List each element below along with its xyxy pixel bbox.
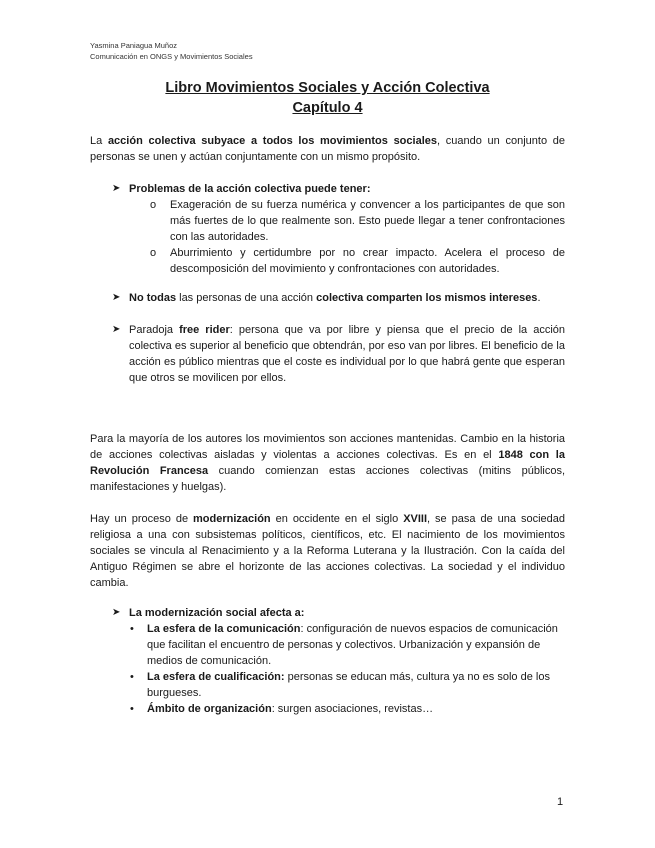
problem-item: o Aburrimiento y certidumbre por no crear impacto. Acelera el proceso de descomposición del movimiento y confrontaciones con autoridades. (150, 247, 565, 275)
intro-paragraph: La acción colectiva subyace a todos los movimientos sociales, cuando un conjunto de personas se unen y actúan conjuntamente con un mismo propósito. (90, 135, 565, 163)
problems-heading: ➤ Problemas de la acción colectiva puede tener: (112, 183, 371, 195)
arrow-bullet-icon: ➤ (112, 324, 121, 335)
bullet-dot-icon: • (130, 623, 134, 635)
title-line-1: Libro Movimientos Sociales y Acción Colectiva (165, 80, 490, 96)
modernization-item: • La esfera de la comunicación: configuración de nuevos espacios de comunicación que facilitan el encuentro de personas y colectivos. Urbanización y expansión de medios de comunicación. (130, 623, 558, 667)
free-rider-point: ➤ Paradoja free rider: persona que va por libre y piensa que el precio de la acción colectiva es superior al beneficio que obtendrán, por eso van por libres. El beneficio de la acción es público mientras que el coste es individual por lo que habrá gente que esperan que otros se movilicen por ellos. (112, 324, 566, 384)
modernization-section (90, 605, 565, 717)
problem-item: o Exageración de su fuerza numérica y convencer a los participantes de que son más fuertes de lo que realmente son. Esto puede llegar a tener confrontaciones con las autoridades. (150, 199, 565, 243)
problems-section (90, 181, 565, 277)
title-line-2: Capítulo 4 (292, 100, 363, 116)
document-title (0, 78, 655, 118)
page-header (90, 40, 253, 62)
circle-bullet-icon: o (150, 199, 157, 211)
header-author: Yasmina Paniagua Muñoz (90, 41, 177, 50)
circle-bullet-icon: o (150, 247, 157, 259)
arrow-bullet-icon: ➤ (112, 183, 121, 194)
modernization-paragraph: Hay un proceso de modernización en occidente en el siglo XVIII, se pasa de una sociedad religiosa a una con subsistemas políticos, científicos, etc. El nacimiento de los movimientos sociales se vincula al Renacimiento y a la Reforma Luterana y la Ilustración. Con la caída del Antiguo Régimen se abre el horizonte de las acciones colectivas. La sociedad y el individuo cambia. (90, 513, 565, 589)
movements-paragraph: Para la mayoría de los autores los movimientos son acciones mantenidas. Cambio en la historia de acciones colectivas aisladas y violentas a acciones colectivas. Es en el 1848 con la Revolución Francesa cuando comienzan estas acciones colectivas (mitins públicos, manifestaciones y huelgas). (90, 433, 565, 493)
modernization-heading: ➤ La modernización social afecta a: (112, 607, 305, 619)
no-todas-point: ➤ No todas las personas de una acción colectiva comparten los mismos intereses. (112, 292, 541, 304)
bullet-dot-icon: • (130, 703, 134, 715)
modernization-item: • Ámbito de organización: surgen asociaciones, revistas… (130, 703, 434, 715)
header-subtitle: Comunicación en ONGS y Movimientos Sociales (90, 52, 253, 61)
modernization-item: • La esfera de cualificación: personas se educan más, cultura ya no es solo de los burgueses. (130, 671, 550, 699)
arrow-bullet-icon: ➤ (112, 292, 121, 303)
bullet-dot-icon: • (130, 671, 134, 683)
arrow-bullet-icon: ➤ (112, 607, 121, 618)
page-number: 1 (557, 796, 564, 808)
